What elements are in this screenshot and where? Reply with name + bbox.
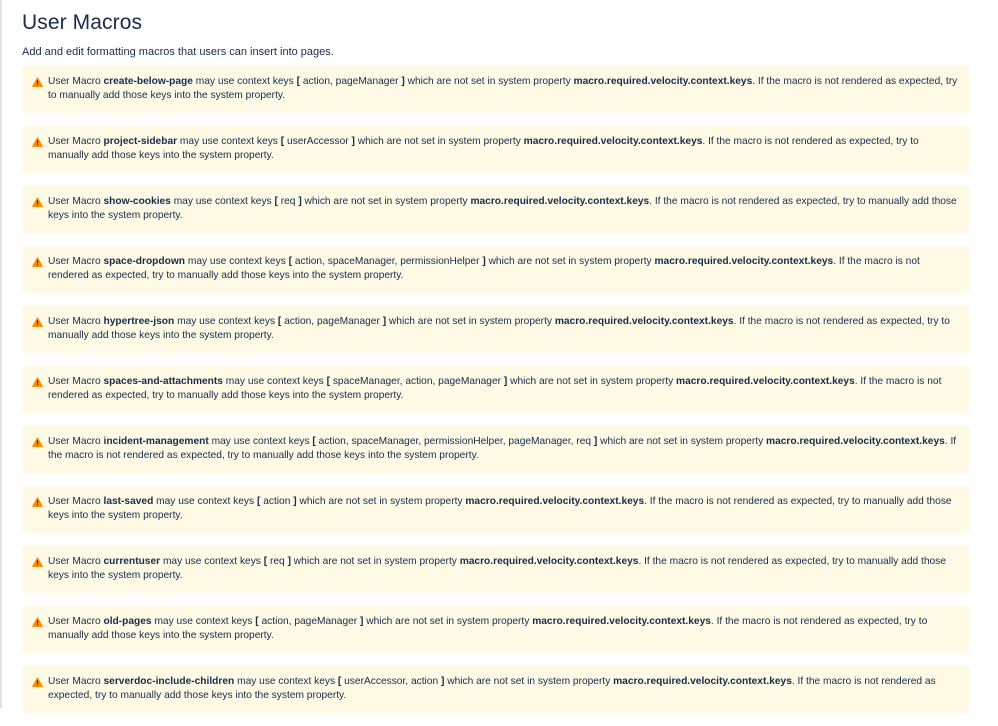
system-property: macro.required.velocity.context.keys [676,376,855,387]
warning-prefix: User Macro [48,436,104,447]
macro-warning [22,306,970,353]
warning-mid2: which are not set in system property [296,496,466,507]
close-bracket: ] [382,316,387,327]
page-description: Add and edit formatting macros that users can insert into pages. [22,46,334,58]
warning-mid2: which are not set in system property [444,676,614,687]
warning-icon [32,77,43,87]
open-bracket: [ [337,676,342,687]
close-bracket: ] [440,676,445,687]
warning-mid2: which are not set in system property [386,316,555,327]
context-keys: action, pageManager [261,616,358,627]
system-property: macro.required.velocity.context.keys [523,136,703,147]
warning-mid2: which are not set in system property [404,76,574,87]
warning-suffix: . If the macro is not rendered as expected, try to manually add those keys into the system property. [48,196,957,221]
warning-mid2: which are not set in system property [363,616,533,627]
open-bracket: [ [256,496,261,507]
macro-warning [22,366,970,413]
context-keys: action, spaceManager, permissionHelper [294,256,480,267]
macro-name: currentuser [103,556,161,567]
context-keys: spaceManager, action, pageManager [332,376,502,387]
close-bracket: ] [293,496,297,507]
system-property: macro.required.velocity.context.keys [470,196,650,207]
left-border [0,0,2,708]
warning-icon [32,677,43,687]
warning-mid1: may use context keys [208,436,313,447]
warning-prefix: User Macro [48,376,104,387]
open-bracket: [ [288,256,293,267]
close-bracket: ] [287,556,291,567]
warning-icon [32,617,43,627]
warning-mid2: which are not set in system property [507,376,677,387]
macro-name: hypertree-json [103,316,175,327]
context-keys: userAccessor [286,136,349,147]
macro-warning [22,486,970,533]
open-bracket: [ [326,376,330,387]
warning-suffix: . If the macro is not rendered as expected, try to manually add those keys into the system property. [48,436,957,461]
warning-prefix: User Macro [48,76,104,87]
context-keys: action, pageManager [302,76,399,87]
open-bracket: [ [274,196,278,207]
warning-mid1: may use context keys [185,256,289,267]
macro-name: space-dropdown [103,256,185,267]
macro-name: last-saved [103,496,154,507]
warning-mid2: which are not set in system property [485,256,655,267]
warning-prefix: User Macro [48,136,104,147]
context-keys: action [263,496,291,507]
warning-mid1: may use context keys [222,376,327,387]
close-bracket: ] [593,436,598,447]
system-property: macro.required.velocity.context.keys [613,676,792,687]
warning-suffix: . If the macro is not rendered as expected, try to manually add those keys into the system property. [48,376,942,401]
warning-mid2: which are not set in system property [597,436,767,447]
macro-name: show-cookies [103,196,171,207]
warning-mid1: may use context keys [151,616,256,627]
system-property: macro.required.velocity.context.keys [532,616,711,627]
warning-mid1: may use context keys [170,196,275,207]
warning-mid1: may use context keys [174,316,278,327]
warning-icon [32,257,43,267]
system-property: macro.required.velocity.context.keys [554,316,734,327]
macro-warning [22,66,970,113]
close-bracket: ] [351,136,355,147]
context-keys: action, pageManager [284,316,380,327]
warning-icon [32,497,43,507]
warning-prefix: User Macro [48,316,104,327]
warning-mid1: may use context keys [234,676,338,687]
warning-prefix: User Macro [48,556,104,567]
macro-warning [22,186,970,233]
warning-prefix: User Macro [48,496,104,507]
macro-warning [22,606,970,653]
close-bracket: ] [482,256,486,267]
macro-name: spaces-and-attachments [103,376,223,387]
warning-prefix: User Macro [48,676,104,687]
warning-mid1: may use context keys [160,556,264,567]
warning-icon [32,317,43,327]
user-macros-page [22,0,970,726]
warning-icon [32,377,43,387]
warning-suffix: . If the macro is not rendered as expected, try to manually add those keys into the system property. [48,76,958,101]
warning-mid1: may use context keys [177,136,281,147]
warning-prefix: User Macro [48,616,104,627]
macro-name: serverdoc-include-children [103,676,235,687]
close-bracket: ] [360,616,364,627]
warning-prefix: User Macro [48,196,104,207]
close-bracket: ] [503,376,508,387]
close-bracket: ] [298,196,302,207]
system-property: macro.required.velocity.context.keys [573,76,753,87]
warning-suffix: . If the macro is not rendered as expected, try to manually add those keys into the system property. [48,316,950,341]
open-bracket: [ [277,316,282,327]
system-property: macro.required.velocity.context.keys [459,556,639,567]
warning-icon [32,557,43,567]
warning-icon [32,437,43,447]
open-bracket: [ [255,616,259,627]
macro-name: old-pages [103,616,152,627]
warning-icon [32,197,43,207]
macro-warning [22,126,970,173]
close-bracket: ] [401,76,405,87]
system-property: macro.required.velocity.context.keys [654,256,834,267]
macro-name: create-below-page [103,76,193,87]
context-keys: req [280,196,296,207]
open-bracket: [ [312,436,316,447]
warning-mid1: may use context keys [192,76,297,87]
warning-list [22,66,970,713]
warning-suffix: . If the macro is not rendered as expected, try to manually add those keys into the system property. [48,556,946,581]
open-bracket: [ [296,76,300,87]
warning-prefix: User Macro [48,256,104,267]
open-bracket: [ [280,136,285,147]
context-keys: userAccessor, action [344,676,439,687]
system-property: macro.required.velocity.context.keys [766,436,945,447]
warning-suffix: . If the macro is not rendered as expected, try to manually add those keys into the system property. [48,676,936,701]
warning-mid1: may use context keys [153,496,257,507]
warning-mid2: which are not set in system property [290,556,460,567]
warning-mid2: which are not set in system property [301,196,471,207]
warning-suffix: . If the macro is not rendered as expected, try to manually add those keys into the system property. [48,136,919,161]
warning-mid2: which are not set in system property [354,136,524,147]
open-bracket: [ [263,556,268,567]
warning-suffix: . If the macro is not rendered as expected, try to manually add those keys into the system property. [48,616,928,641]
macro-warning [22,426,970,473]
macro-warning [22,666,970,713]
macro-warning [22,246,970,293]
context-keys: action, spaceManager, permissionHelper, pageManager, req [318,436,592,447]
warning-suffix: . If the macro is not rendered as expected, try to manually add those keys into the system property. [48,256,920,281]
warning-suffix: . If the macro is not rendered as expected, try to manually add those keys into the system property. [48,496,952,521]
macro-name: project-sidebar [103,136,178,147]
page-title: User Macros [22,11,143,34]
warning-icon [32,137,43,147]
system-property: macro.required.velocity.context.keys [465,496,645,507]
macro-warning [22,546,970,593]
macro-name: incident-management [103,436,209,447]
context-keys: req [269,556,285,567]
